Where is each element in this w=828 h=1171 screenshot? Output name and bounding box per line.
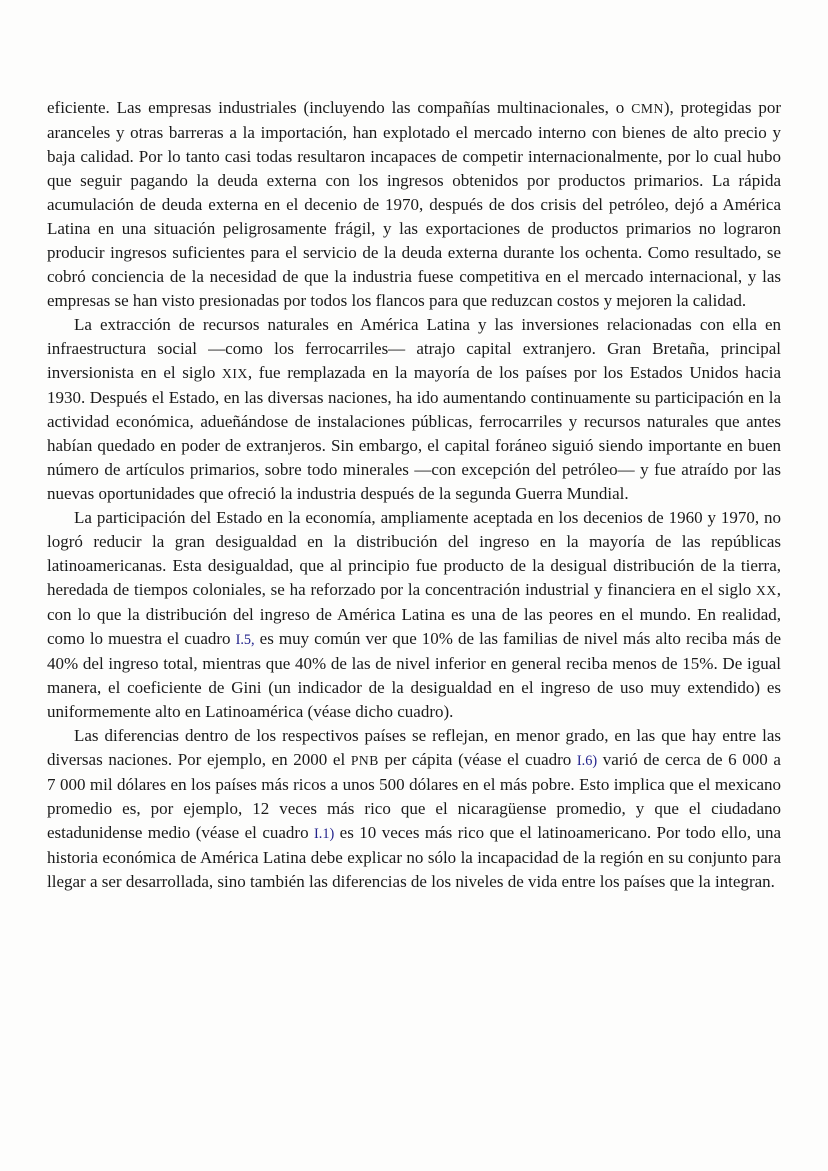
body-text-run: eficiente. Las empresas industriales (incluyendo las compañías multinacionales, o	[47, 98, 632, 117]
paragraph-2	[47, 313, 781, 506]
body-text-run: per cápita (véase el cuadro	[378, 750, 577, 769]
page-text-block	[47, 96, 781, 894]
body-text-run: es 10 veces más rico que el latinoamericano. Por todo ello, una historia económica de América Latina debe explicar no sólo la incapacidad de la región en su conjunto para llegar a ser desarrollada, sino también las diferencias de los niveles de vida entre los países que la integran.	[47, 823, 781, 891]
smallcaps-abbreviation: XX	[756, 583, 777, 598]
table-cross-reference-link[interactable]: I.6)	[576, 753, 598, 769]
smallcaps-abbreviation: PNB	[350, 753, 379, 768]
body-text-run: , fue remplazada en la mayoría de los países por los Estados Unidos hacia 1930. Después el Estado, en las diversas naciones, ha ido aumentando continuamente su participación en la actividad económica, adueñándose de instalaciones públicas, ferrocarriles y recursos naturales que antes habían quedado en poder de extranjeros. Sin embargo, el capital foráneo siguió siendo importante en buen número de artículos primarios, sobre todo minerales —con excepción del petróleo— y fue atraído por las nuevas oportunidades que ofreció la industria después de la segunda Guerra Mundial.	[47, 363, 781, 503]
body-text-run: , con lo que la distribución del ingreso de América Latina es una de las peores en el mundo. En realidad, como lo muestra el cuadro	[47, 580, 781, 648]
body-text-run: varió de cerca de 6 000 a 7 000 mil dólares en los países más ricos a unos 500 dólares en el más pobre. Esto implica que el mexicano promedio es, por ejemplo, 12 veces más rico que el nicaragüense promedio, y que el ciudadano estadunidense medio (véase el cuadro	[47, 750, 781, 842]
paragraph-1	[47, 96, 781, 313]
table-cross-reference-link[interactable]: I.1)	[314, 826, 335, 842]
body-text-run: Las diferencias dentro de los respectivos países se reflejan, en menor grado, en las que hay entre las diversas naciones. Por ejemplo, en 2000 el	[47, 726, 781, 769]
paragraph-3	[47, 506, 781, 724]
body-text-run: ), protegidas por aranceles y otras barreras a la importación, han explotado el mercado interno con bienes de alto precio y baja calidad. Por lo tanto casi todas resultaron incapaces de competir internacionalmente, por lo cual hubo que seguir pagando la deuda externa con los ingresos obtenidos por productos primarios. La rápida acumulación de deuda externa en el decenio de 1970, después de dos crisis del petróleo, dejó a América Latina en una situación peligrosamente frágil, y las exportaciones de productos primarios no lograron producir ingresos suficientes para el servicio de la deuda externa durante los ochenta. Como resultado, se cobró conciencia de la necesidad de que la industria fuese competitiva en el mercado internacional, y las empresas se han visto presionadas por todos los flancos para que reduzcan costos y mejoren la calidad.	[47, 98, 781, 310]
body-text-run: La participación del Estado en la economía, ampliamente aceptada en los decenios de 1960 y 1970, no logró reducir la gran desigualdad en la distribución del ingreso en la mayoría de las repúblicas latinoamericanas. Esta desigualdad, que al principio fue producto de la desigual distribución de la tierra, heredada de tiempos coloniales, se ha reforzado por la concentración industrial y financiera en el siglo	[47, 508, 781, 599]
paragraph-4	[47, 724, 781, 894]
smallcaps-abbreviation: XIX	[222, 366, 248, 381]
table-cross-reference-link[interactable]: I.5,	[235, 632, 255, 648]
smallcaps-abbreviation: CMN	[631, 101, 664, 116]
body-text-run: La extracción de recursos naturales en América Latina y las inversiones relacionadas con ella en infraestructura social —como los ferrocarriles— atrajo capital extranjero. Gran Bretaña, principal inversionista en el siglo	[47, 315, 781, 382]
body-text-run: es muy común ver que 10% de las familias de nivel más alto reciba más de 40% del ingreso total, mientras que 40% de las de nivel inferior en general reciba menos de 15%. De igual manera, el coeficiente de Gini (un indicador de la desigualdad en el ingreso de uso muy extendido) es uniformemente alto en Latinoamérica (véase dicho cuadro).	[47, 629, 782, 721]
